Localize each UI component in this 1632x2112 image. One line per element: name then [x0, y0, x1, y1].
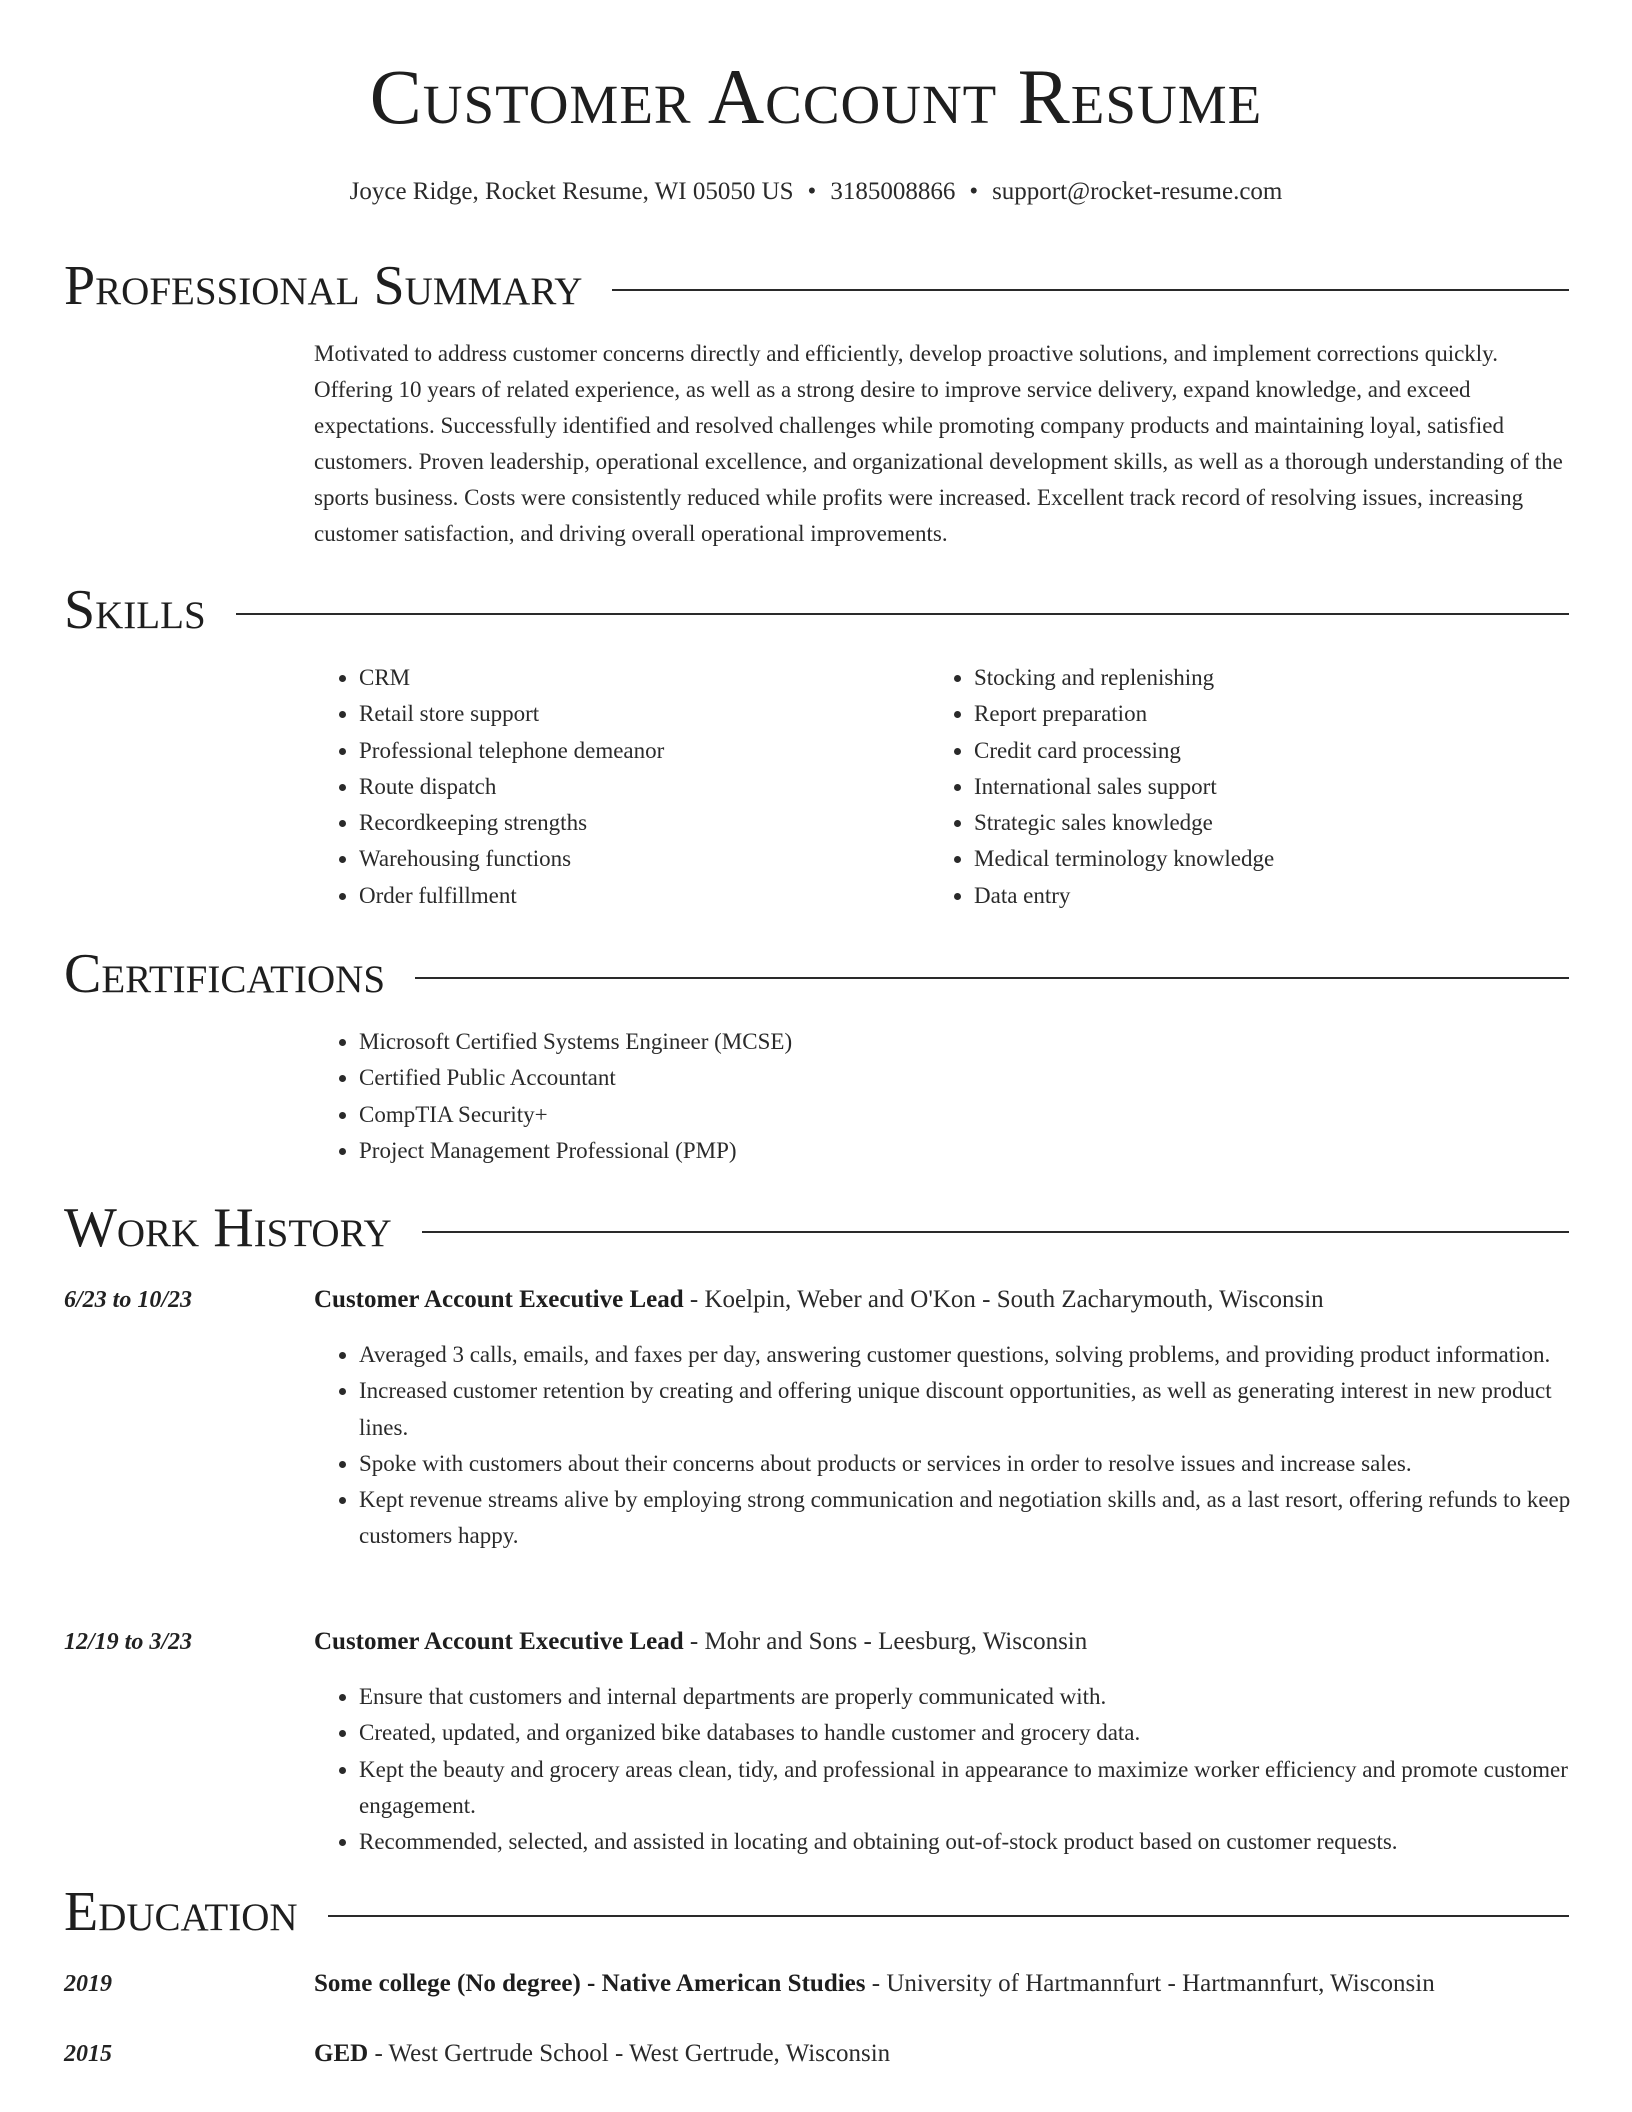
section-education: [64, 1882, 1569, 1942]
section-professional-summary: [64, 256, 1569, 316]
skill-item: • Data entry: [974, 878, 1574, 914]
education-entry: [314, 2038, 890, 2070]
skills-list-left: [314, 660, 919, 914]
skill-item: • Retail store support: [359, 696, 919, 732]
section-work-history: [64, 1198, 1569, 1258]
education-school: - University of Hartmannfurt - Hartmannfurt, Wisconsin: [865, 1970, 1435, 1997]
skill-item: • Report preparation: [974, 696, 1574, 732]
section-divider: [415, 977, 1569, 979]
certification-item: • Project Management Professional (PMP): [359, 1133, 1559, 1169]
job-title: Customer Account Executive Lead: [314, 1628, 684, 1655]
education-entry: [314, 1968, 1435, 2000]
skills-list-right: [929, 660, 1574, 914]
section-divider: [236, 613, 1569, 615]
certifications-list: [314, 1024, 1559, 1169]
job-heading: [314, 1284, 1324, 1316]
job-bullet: • Kept revenue streams alive by employing strong communication and negotiation skills and, as a last resort, offering refunds to keep customers happy.: [359, 1482, 1574, 1555]
section-divider: [612, 289, 1569, 291]
section-skills: [64, 580, 1569, 640]
job-bullet: • Kept the beauty and grocery areas clean, tidy, and professional in appearance to maximize worker efficiency and promote customer engagement.: [359, 1752, 1574, 1825]
summary-text: Motivated to address customer concerns directly and efficiently, develop proactive solutions, and implement corrections quickly. Offering 10 years of related experience, as well as a strong desire to improve service delivery, expand knowledge, and exceed expectations. Successfully identified and resolved challenges while promoting company products and maintaining loyal, satisfied customers. Proven leadership, operational excellence, and organizational development skills, as well as a thorough understanding of the sports business. Costs were consistently reduced while profits were increased. Excellent track record of resolving issues, increasing customer satisfaction, and driving overall operational improvements.: [314, 341, 1563, 546]
contact-line: [0, 176, 1632, 208]
skill-item: • Order fulfillment: [359, 878, 919, 914]
contact-phone: 3185008866: [830, 178, 956, 205]
job-heading: [314, 1626, 1087, 1658]
contact-separator: •: [807, 178, 817, 205]
job-employer: - Mohr and Sons - Leesburg, Wisconsin: [683, 1628, 1088, 1655]
job-bullet: • Recommended, selected, and assisted in locating and obtaining out-of-stock product based on customer requests.: [359, 1824, 1574, 1860]
education-year: 2019: [64, 1971, 112, 1997]
certification-item: • Microsoft Certified Systems Engineer (MCSE): [359, 1024, 1559, 1060]
contact-email: support@rocket-resume.com: [992, 178, 1283, 205]
education-degree: Some college (No degree) - Native American Studies: [314, 1970, 866, 1997]
skill-item: • International sales support: [974, 769, 1574, 805]
education-school: - West Gertrude School - West Gertrude, Wisconsin: [368, 2040, 891, 2067]
skill-item: • Warehousing functions: [359, 841, 919, 877]
skill-item: • Route dispatch: [359, 769, 919, 805]
job-bullet: • Increased customer retention by creating and offering unique discount opportunities, as well as generating interest in new product lines.: [359, 1373, 1574, 1446]
job-title: Customer Account Executive Lead: [314, 1286, 684, 1313]
section-heading: Professional Summary: [64, 255, 583, 317]
job-bullet: • Created, updated, and organized bike databases to handle customer and grocery data.: [359, 1715, 1574, 1751]
job-bullet: • Spoke with customers about their concerns about products or services in order to resolve issues and increase sales.: [359, 1446, 1574, 1482]
skill-item: • Strategic sales knowledge: [974, 805, 1574, 841]
education-degree: GED: [314, 2040, 369, 2067]
job-bullet: • Averaged 3 calls, emails, and faxes per day, answering customer questions, solving problems, and providing product information.: [359, 1337, 1574, 1373]
job-bullets: [314, 1679, 1574, 1860]
resume-title: Customer Account Resume: [369, 53, 1263, 140]
section-certifications: [64, 944, 1569, 1004]
section-heading: Certifications: [64, 943, 386, 1005]
skill-item: • Recordkeeping strengths: [359, 805, 919, 841]
job-bullets: [314, 1337, 1574, 1555]
job-employer: - Koelpin, Weber and O'Kon - South Zacharymouth, Wisconsin: [683, 1286, 1324, 1313]
certification-item: • Certified Public Accountant: [359, 1060, 1559, 1096]
skill-item: • CRM: [359, 660, 919, 696]
section-divider: [328, 1915, 1569, 1917]
skill-item: • Medical terminology knowledge: [974, 841, 1574, 877]
job-dates: 12/19 to 3/23: [64, 1629, 193, 1655]
job-bullet: • Ensure that customers and internal departments are properly communicated with.: [359, 1679, 1574, 1715]
education-year: 2015: [64, 2041, 112, 2067]
certification-item: • CompTIA Security+: [359, 1097, 1559, 1133]
contact-separator: •: [969, 178, 979, 205]
section-heading: Skills: [64, 579, 206, 641]
skill-item: • Stocking and replenishing: [974, 660, 1574, 696]
skill-item: • Credit card processing: [974, 733, 1574, 769]
section-heading: Education: [64, 1881, 298, 1943]
section-divider: [422, 1231, 1569, 1233]
contact-address: Joyce Ridge, Rocket Resume, WI 05050 US: [349, 178, 794, 205]
job-dates: 6/23 to 10/23: [64, 1287, 193, 1313]
skill-item: • Professional telephone demeanor: [359, 733, 919, 769]
section-heading: Work History: [64, 1197, 392, 1259]
